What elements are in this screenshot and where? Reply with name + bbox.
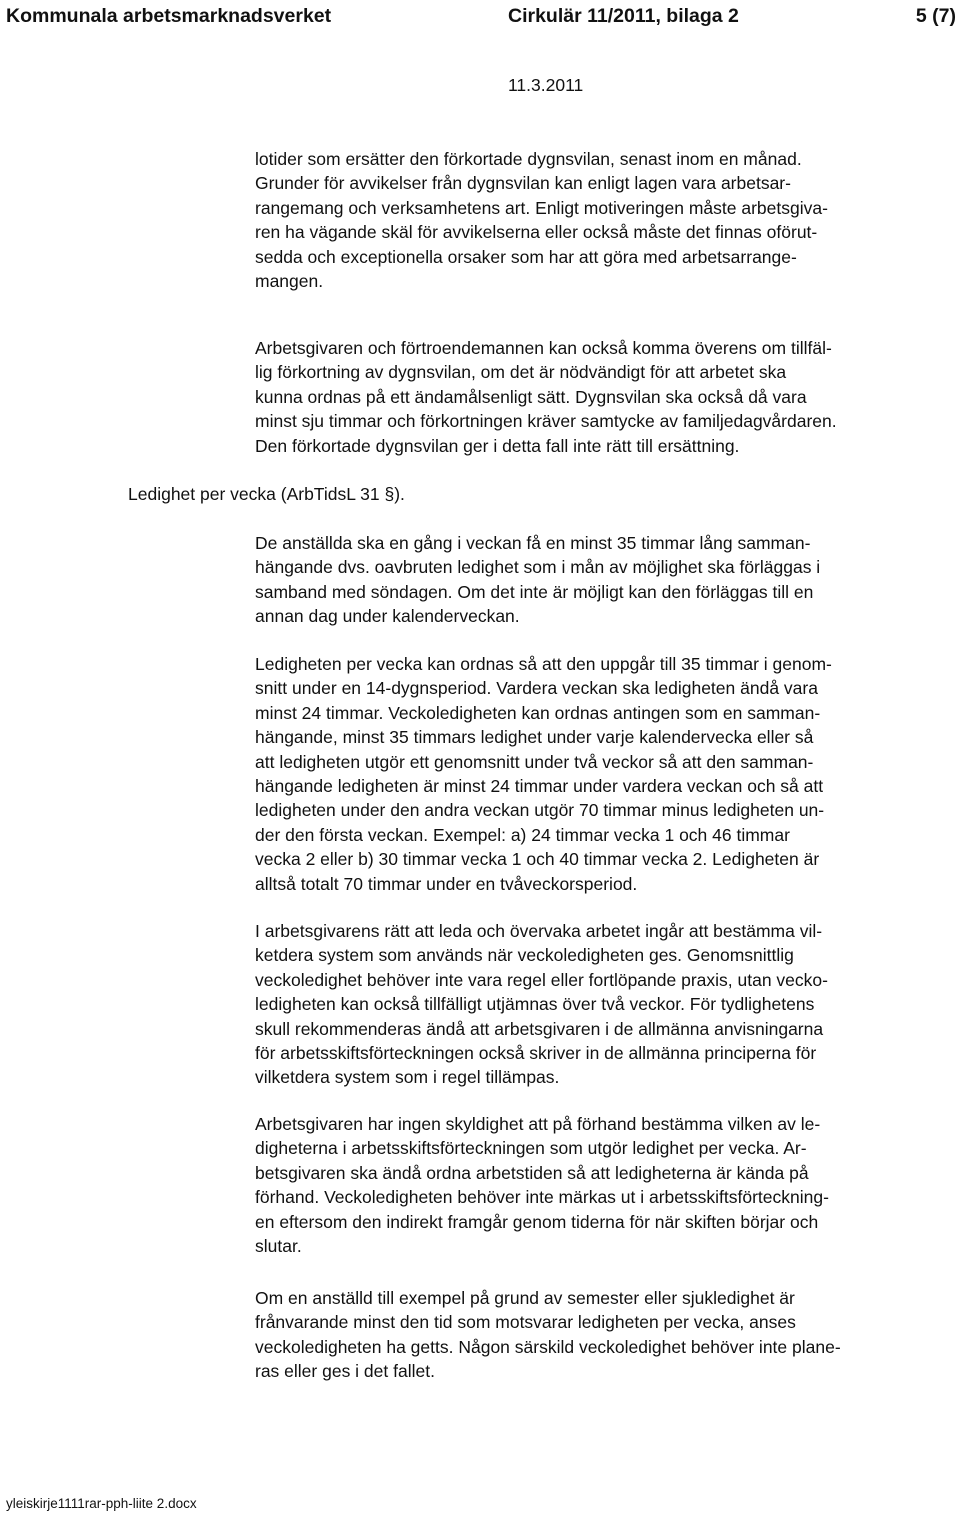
text-line: alltså totalt 70 timmar under en tvåveckorsperiod. [255,873,638,894]
text-line: vilketdera system som i regel tillämpas. [255,1067,560,1088]
text-line: lotider som ersätter den förkortade dygnsvilan, senast inom en månad. [255,149,802,169]
text-line: minst 24 timmar. Veckoledigheten kan ordnas antingen som en samman- [255,702,821,723]
text-line: betsgivaren ska ändå ordna arbetstiden så att ledigheterna är kända på [255,1162,809,1183]
text-line: Grunder för avvikelser från dygnsvilan kan enligt lagen vara arbetsar- [255,173,791,194]
text-line: De anställda ska en gång i veckan få en minst 35 timmar lång samman- [255,533,811,553]
text-line: förhand. Veckoledigheten behöver inte märkas ut i arbetsskiftsförteckning- [255,1187,829,1208]
text-line: lig förkortning av dygnsvilan, om det är nödvändigt för att arbetet ska [255,362,787,383]
text-line: samband med söndagen. Om det inte är möjligt kan den förläggas till en [255,581,814,602]
text-line: hängande, minst 35 timmars ledighet under varje kalendervecka eller så [255,727,814,748]
text-line: en eftersom den indirekt framgår genom tiderna för när skiften börjar och [255,1211,819,1232]
text-line: ras eller ges i det fallet. [255,1361,435,1382]
text-line: Arbetsgivaren och förtroendemannen kan också komma överens om tillfäl- [255,338,832,358]
page-header [6,3,956,29]
paragraph [255,1286,955,1384]
header-page-number: 5 (7) [915,5,956,27]
text-line: ren ha vägande skäl för avvikelserna eller också måste det finnas oförut- [255,222,818,243]
paragraph [255,652,955,896]
text-line: minst sju timmar och förkortningen kräver samtycke av familjedagvårdaren. [255,411,837,432]
section-heading: Ledighet per vecka (ArbTidsL 31 §). [128,484,405,504]
header-circular: Cirkulär 11/2011, bilaga 2 [508,5,739,27]
text-line: Ledigheten per vecka kan ordnas så att den uppgår till 35 timmar i genom- [255,654,832,674]
header-organization: Kommunala arbetsmarknadsverket [6,5,332,27]
text-line: veckoledigheten ha getts. Någon särskild veckoledighet behöver inte plane- [255,1336,841,1357]
text-line: digheterna i arbetsskiftsförteckningen som utgör ledighet per vecka. Ar- [255,1138,807,1159]
paragraph [255,147,955,293]
text-line: ledigheten kan också tillfälligt utjämnas över två veckor. För tydlighetens [255,994,815,1015]
text-line: ketdera system som används när veckoledigheten ges. Genomsnittlig [255,945,794,966]
text-line: kunna ordnas på ett ändamålsenligt sätt. Dygnsvilan ska också då vara [255,386,807,407]
text-line: vecka 2 eller b) 30 timmar vecka 1 och 40 timmar vecka 2. Ledigheten är [255,849,820,870]
paragraph [255,1112,955,1258]
text-line: veckoledighet behöver inte vara regel eller fortlöpande praxis, utan vecko- [255,969,828,990]
text-line: Arbetsgivaren har ingen skyldighet att på förhand bestämma vilken av le- [255,1114,821,1134]
paragraph [255,336,955,458]
header-date: 11.3.2011 [508,75,584,95]
text-line: hängande ledigheten är minst 24 timmar under vardera veckan och så att [255,776,824,797]
footer-filename: yleiskirje1111rar-pph-liite 2.docx [6,1496,197,1511]
text-line: ledigheten under den andra veckan utgör 70 timmar minus ledigheten un- [255,800,825,821]
text-line: rangemang och verksamhetens art. Enligt motiveringen måste arbetsgiva- [255,197,828,218]
paragraph [255,531,955,629]
text-line: mangen. [255,271,324,292]
text-line: annan dag under kalenderveckan. [255,606,520,627]
text-line: frånvarande minst den tid som motsvarar ledigheten per vecka, anses [255,1312,796,1333]
text-line: Om en anställd till exempel på grund av semester eller sjukledighet är [255,1288,795,1308]
text-line: Den förkortade dygnsvilan ger i detta fall inte rätt till ersättning. [255,435,740,456]
paragraph [255,919,955,1090]
text-line: der den första veckan. Exempel: a) 24 timmar vecka 1 och 46 timmar [255,824,790,845]
text-line: hängande dvs. oavbruten ledighet som i mån av möjlighet ska förläggas i [255,557,821,578]
text-line: för arbetsskiftsförteckningen också skriver in de allmänna principerna för [255,1043,817,1064]
text-line: skull rekommenderas ändå att arbetsgivaren i de allmänna anvisningarna [255,1018,824,1039]
text-line: att ledigheten utgör ett genomsnitt under två veckor så att den samman- [255,751,814,772]
text-line: slutar. [255,1236,302,1257]
text-line: snitt under en 14-dygnsperiod. Vardera veckan ska ledigheten ändå vara [255,678,818,699]
text-line: sedda och exceptionella orsaker som har att göra med arbetsarrange- [255,246,797,267]
text-line: I arbetsgivarens rätt att leda och övervaka arbetet ingår att bestämma vil- [255,921,823,941]
